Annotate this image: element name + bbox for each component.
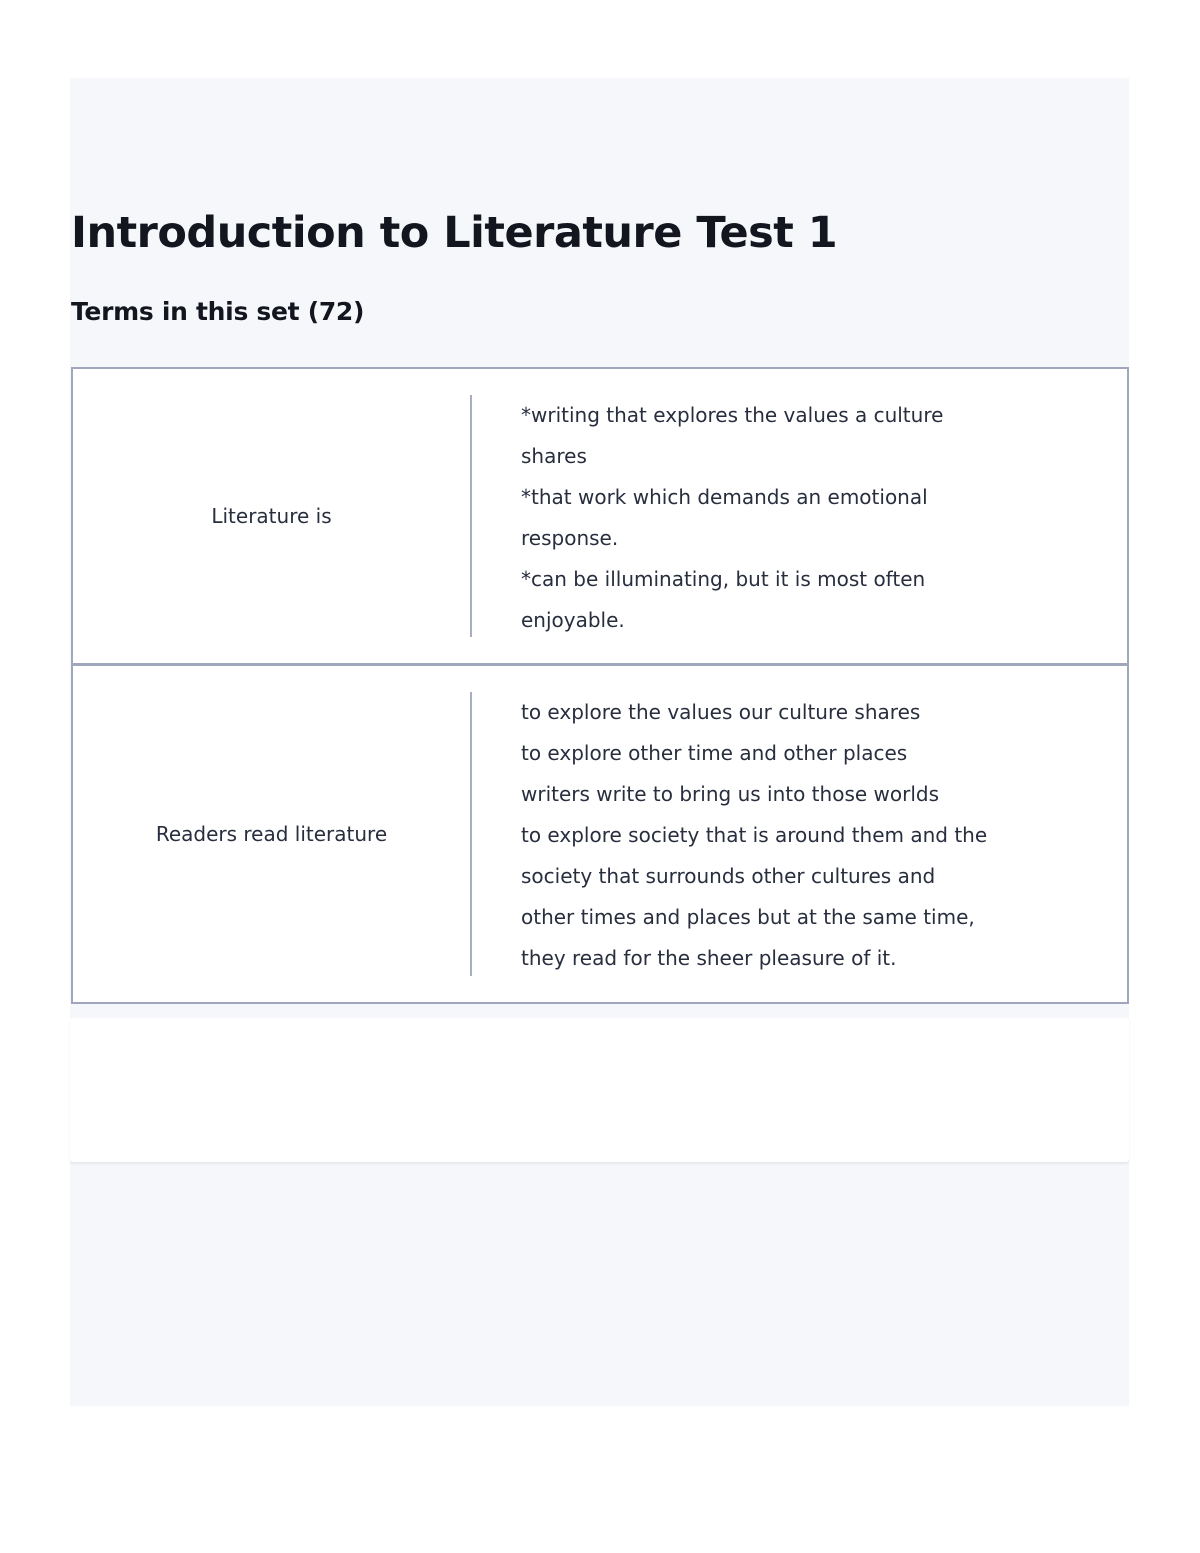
definition-line: other times and places but at the same time,: [521, 905, 975, 929]
definition-line: to explore other time and other places: [521, 741, 908, 765]
card-divider: [470, 692, 472, 976]
term-card[interactable]: [71, 664, 1129, 1004]
definition-line: to explore the values our culture shares: [521, 700, 921, 724]
bottom-panel: [70, 1018, 1129, 1162]
definition-line: they read for the sheer pleasure of it.: [521, 946, 897, 970]
term-text: Literature is: [211, 504, 332, 528]
card-divider: [470, 395, 472, 637]
definition-line: shares: [521, 444, 587, 468]
term-text: Readers read literature: [155, 822, 388, 846]
definition-line: society that surrounds other cultures and: [521, 864, 936, 888]
definition-text: [521, 395, 1081, 641]
definition-text: [521, 692, 1081, 979]
definition-line: *writing that explores the values a culture: [521, 403, 944, 427]
definition-line: response.: [521, 526, 619, 550]
definition-line: enjoyable.: [521, 608, 625, 632]
set-title: Introduction to Literature Test 1: [71, 208, 838, 258]
definition-line: writers write to bring us into those worlds: [521, 782, 940, 806]
definition-line: *can be illuminating, but it is most often: [521, 567, 926, 591]
definition-line: *that work which demands an emotional: [521, 485, 928, 509]
term-card[interactable]: [71, 367, 1129, 665]
terms-count-heading: Terms in this set (72): [71, 297, 365, 326]
definition-line: to explore society that is around them and the: [521, 823, 988, 847]
